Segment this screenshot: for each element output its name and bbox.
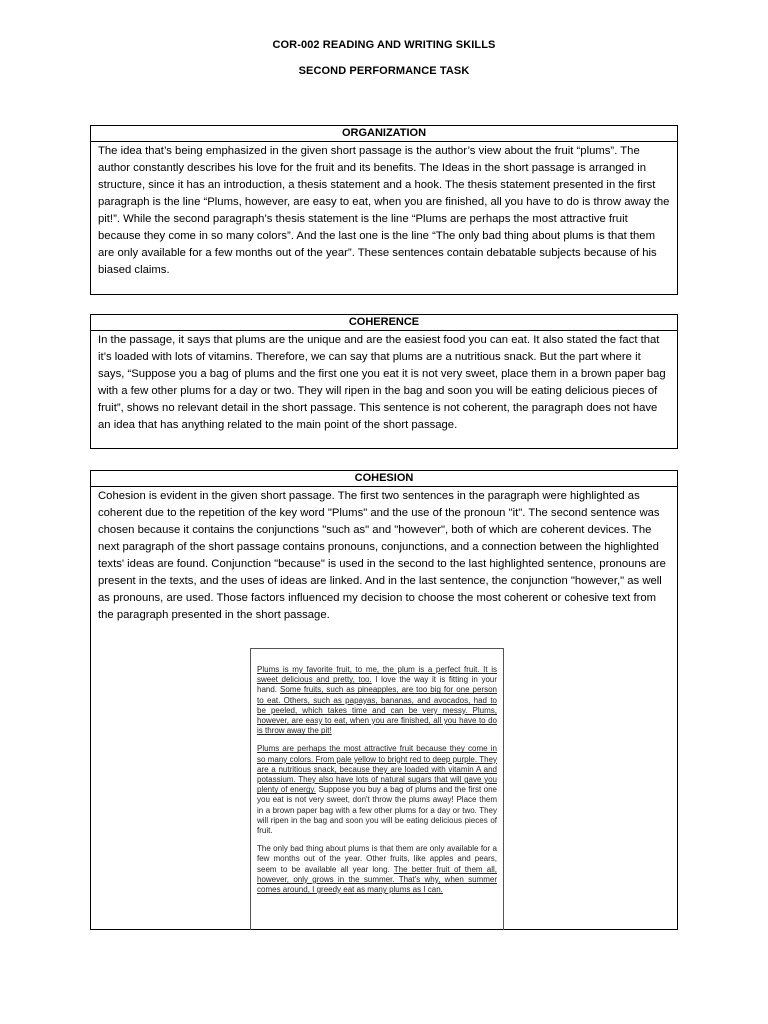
passage-paragraph-1 [257, 665, 497, 736]
coherence-body: In the passage, it says that plums are the unique and are the easiest food you can eat. It also stated the fact that it’s loaded with lots of vitamins. Therefore, we can say that plums are a nutritious snack. But the part where it says, “Suppose you a bag of plums and the first one you eat it is not very sweet, place them in a brown paper bag with a few other plums for a day or two. They will ripen in the bag and soon you will be eating delicious pieces of fruit”, shows no relevant detail in the short passage. This sentence is not coherent, the paragraph does not have an idea that has anything related to the main point of the short passage. [98, 334, 666, 431]
highlighted-sentence: Some fruits, such as pineapples, are too big for one person to eat. Others, such as papayas, bananas, and avocados, had to be peeled, which takes time and can be very messy. Plums, however, are easy to eat, when you are finished, all you have to do is throw away the pit! [257, 685, 497, 736]
task-title: SECOND PERFORMANCE TASK [298, 65, 470, 77]
highlighted-sentence: Plums is my favorite fruit, to me, the plum is a perfect fruit. It is sweet delicious and pretty, too. [257, 665, 497, 685]
course-title: COR-002 READING AND WRITING SKILLS [272, 39, 496, 51]
plain-sentence: The only bad thing about plums is that them are only available for a few months out of the year. Other fruits, like apples and pears, seem to be available all year long. [257, 844, 497, 874]
highlighted-sentence: Plums are perhaps the most attractive fruit because they come in so many colors. From pale yellow to bright red to deep purple. They are a nutritious snack, because they are loaded with vitamin A and potassium. They also have lots of natural sugars that will gave you plenty of energy. [257, 744, 497, 795]
coherence-section [90, 314, 678, 449]
plain-sentence: I love the way it is fitting in your hand. [257, 675, 498, 695]
organization-section [90, 125, 678, 295]
organization-body: The idea that’s being emphasized in the given short passage is the author’s view about the fruit “plums”. The author constantly describes his love for the fruit and its benefits. The Ideas in the short passage is arranged in structure, since it has an introduction, a thesis statement and a hook. The thesis statement presented in the first paragraph is the line “Plums, however, are easy to eat, when you are finished, all you have to do is throw away the pit!”. While the second paragraph’s thesis statement is the line “Plums are perhaps the most attractive fruit because they come in so many colors”. And the last one is the line “The only bad thing about plums is that them are only available for a few months out of the year”. These sentences contain debatable subjects because of his biased claims. [98, 145, 670, 276]
passage-paragraph-2 [257, 744, 497, 836]
highlighted-passage-image [250, 648, 504, 930]
organization-title: ORGANIZATION [91, 126, 677, 142]
coherence-title: COHERENCE [91, 315, 677, 331]
plain-sentence: Suppose you buy a bag of plums and the first one you eat is not very sweet, don't throw the plums away! Place them in a brown paper bag with a few other plums for a day or two. They will ripen in the bag and soon you will be eating delicious pieces of fruit. [257, 785, 497, 836]
highlighted-sentence: The better fruit of them all, however, only grows in the summer. That's why, when summer comes around, I greedy eat as many plums as I can. [257, 864, 497, 895]
passage-paragraph-3 [257, 844, 497, 895]
cohesion-body: Cohesion is evident in the given short passage. The first two sentences in the paragraph were highlighted as coherent due to the repetition of the key word "Plums" and the use of the pronoun "it". The second sentence was chosen because it contains the conjunctions "such as" and "however", both of which are coherent devices. The next paragraph of the short passage contains pronouns, conjunctions, and a connection between the highlighted texts' ideas are found. Conjunction "because" is used in the second to the last highlighted sentence, pronouns are present in the texts, and the uses of ideas are linked. And in the last sentence, the conjunction "however," as well as pronouns, are used. Those factors influenced my decision to choose the most coherent or cohesive text from the paragraph presented in the short passage. [98, 490, 666, 621]
cohesion-title: COHESION [91, 471, 677, 487]
